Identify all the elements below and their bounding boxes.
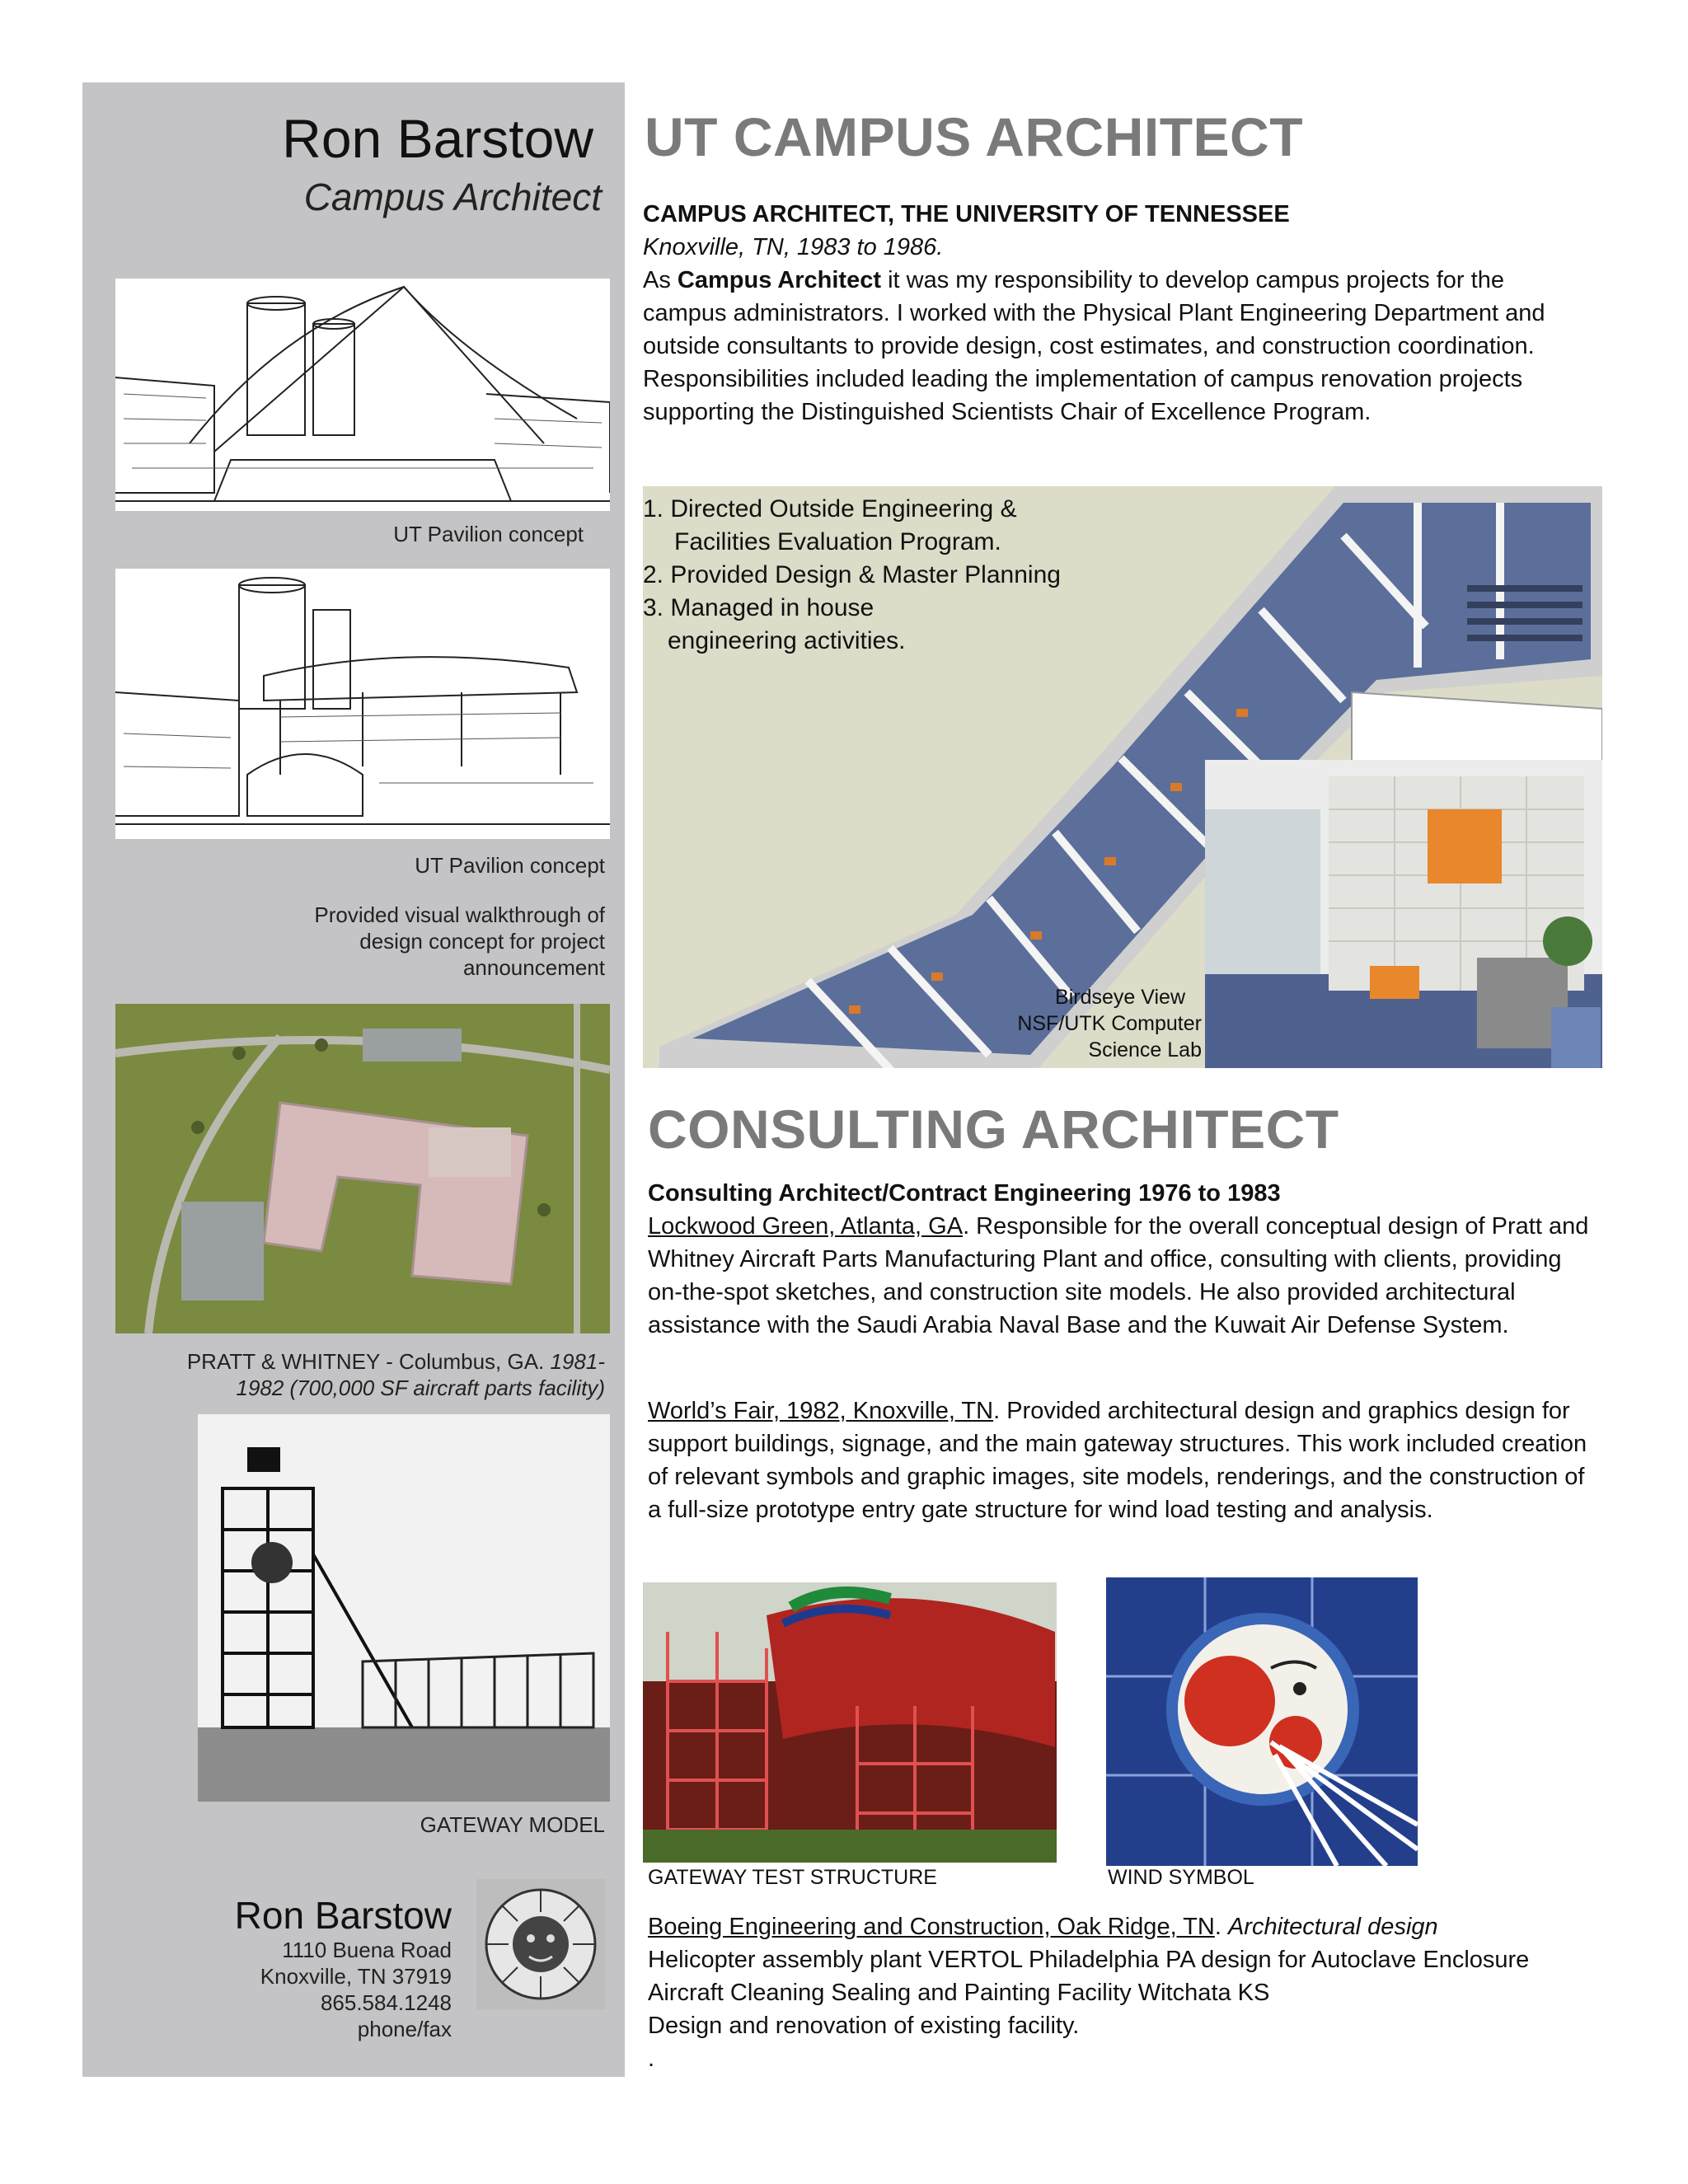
caption-gateway-model: GATEWAY MODEL	[420, 1812, 605, 1837]
campus-para-as: As	[643, 267, 678, 293]
caption-pratt-whitney	[143, 1348, 605, 1401]
campus-subheading: CAMPUS ARCHITECT, THE UNIVERSITY OF TENNESSEE	[643, 201, 1290, 227]
boeing-line-1	[648, 1910, 1596, 1943]
boeing-line-4: Design and renovation of existing facility.	[648, 2013, 1080, 2039]
boeing-dot: .	[1214, 1914, 1228, 1940]
campus-list	[643, 493, 1061, 658]
consulting-subheading: Consulting Architect/Contract Engineering 1976 to 1983	[648, 1180, 1281, 1207]
consulting-paragraph-3	[648, 1910, 1596, 2075]
campus-paragraph	[643, 264, 1582, 429]
contact-phone-label: phone/fax	[357, 2017, 452, 2041]
wind-symbol-photo	[1106, 1577, 1418, 1866]
campus-heading: UT CAMPUS ARCHITECT	[645, 106, 1304, 167]
computer-lab-photo	[1205, 760, 1602, 1068]
campus-list-item-3-cont: engineering activities.	[668, 627, 906, 654]
caption-pavilion-1: UT Pavilion concept	[393, 522, 584, 546]
birdseye-caption	[1017, 984, 1202, 1063]
pratt-whitney-model-photo	[115, 1004, 610, 1333]
campus-location: Knoxville, TN, 1983 to 1986.	[643, 234, 944, 260]
caption-walkthrough: Provided visual walkthrough of design concept for project announcement	[314, 902, 605, 980]
sidebar	[82, 82, 625, 2077]
contact-address: 1110 Buena Road	[282, 1938, 452, 1962]
sidebar-name: Ron Barstow	[282, 108, 593, 169]
consulting-paragraph-1	[648, 1210, 1596, 1342]
boeing-link[interactable]: Boeing Engineering and Construction, Oak Ridge, TN	[648, 1914, 1215, 1940]
pavilion-sketch-1	[115, 279, 610, 511]
lockwood-green-link[interactable]: Lockwood Green, Atlanta, GA	[648, 1213, 964, 1240]
contact-name: Ron Barstow	[234, 1894, 452, 1937]
boeing-ital: Architectural design	[1227, 1914, 1438, 1940]
consulting-paragraph-2	[648, 1394, 1596, 1526]
caption-gateway-test: GATEWAY TEST STRUCTURE	[648, 1866, 937, 1889]
campus-list-item-2: 2. Provided Design & Master Planning	[643, 561, 1061, 588]
campus-para-rest: it was my responsibility to develop campus projects for the campus administrators. I worked with the Physical Plant Engineering Department and outside consultants to provide design, cost estimates, and construction coordination. Responsibilities included leading the implementation of campus renovation projects supporting the Distinguished Scientists Chair of Excellence Program.	[643, 267, 1545, 425]
birdseye-caption-2: NSF/UTK Computer	[1017, 1012, 1202, 1035]
boeing-line-2: Helicopter assembly plant VERTOL Philadelphia PA design for Autoclave Enclosure	[648, 1947, 1530, 1973]
boeing-line-5: .	[648, 2046, 655, 2072]
consulting-p2-rest: . Provided architectural design and graphics design for support buildings, signage, and the main gateway structures. This work included creation of relevant symbols and graphic images, site models, renderings, and the construction of a full-size prototype entry gate structure for wind load testing and analysis.	[648, 1398, 1587, 1523]
caption-pratt-ital-2: 1982 (700,000 SF aircraft parts facility)	[236, 1376, 605, 1400]
birdseye-caption-3: Science Lab	[1088, 1038, 1202, 1062]
campus-list-item-3: 3. Managed in house	[643, 594, 874, 621]
campus-para-bold: Campus Architect	[677, 267, 882, 293]
caption-pratt-ital-1: 1981-	[550, 1349, 605, 1374]
contact-city: Knoxville, TN 37919	[260, 1964, 452, 1989]
caption-pavilion-2: UT Pavilion concept	[415, 853, 605, 878]
worlds-fair-link[interactable]: World’s Fair, 1982, Knoxville, TN	[648, 1398, 994, 1424]
gateway-model-photo	[198, 1414, 610, 1802]
consulting-p1-rest: . Responsible for the overall conceptual design of Pratt and Whitney Aircraft Parts Manufacturing Plant and office, consulting with clients, providing on-the-spot sketches, and construction site models. He also provided architectural assistance with the Saudi Arabia Naval Base and the Kuwait Air Defense System.	[648, 1213, 1589, 1338]
boeing-line-3: Aircraft Cleaning Sealing and Painting Facility Witchata KS	[648, 1980, 1270, 2006]
pavilion-sketch-2	[115, 569, 610, 839]
consulting-heading: CONSULTING ARCHITECT	[648, 1099, 1339, 1160]
sun-logo	[476, 1879, 605, 2009]
gateway-test-structure-photo	[643, 1582, 1057, 1863]
campus-list-item-1: 1. Directed Outside Engineering &	[643, 495, 1017, 523]
birdseye-caption-1: Birdseye View	[1055, 986, 1185, 1009]
campus-list-item-1-cont: Facilities Evaluation Program.	[674, 528, 1001, 555]
contact-block	[235, 1894, 452, 2042]
contact-phone: 865.584.1248	[320, 1990, 452, 2015]
caption-pratt-plain: PRATT & WHITNEY - Columbus, GA.	[186, 1349, 545, 1374]
sidebar-role: Campus Architect	[303, 176, 602, 218]
caption-wind-symbol: WIND SYMBOL	[1108, 1866, 1254, 1889]
